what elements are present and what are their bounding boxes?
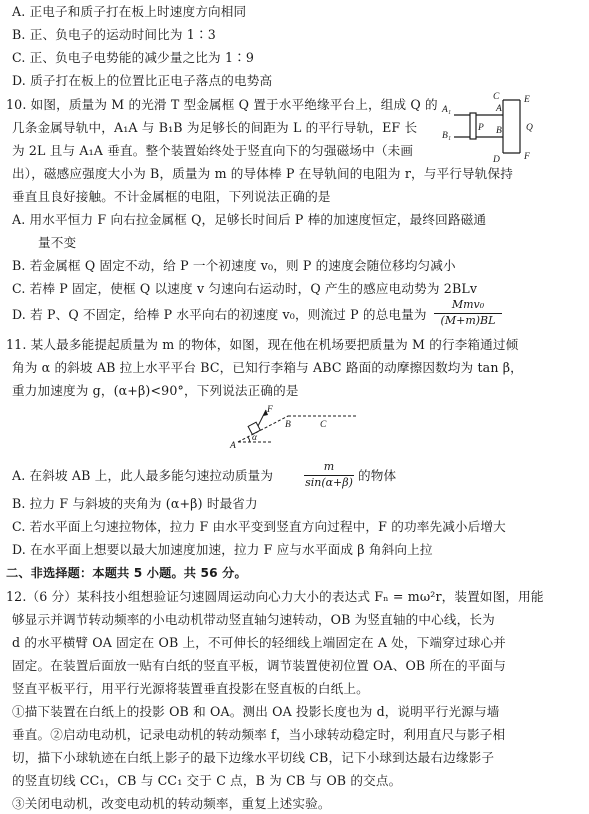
q11-force-f (258, 410, 266, 426)
q11-alpha-arc (248, 437, 250, 442)
q11-option-c: C. 若水平面上匀速拉物体，拉力 F 由水平变到竖直方向过程中，F 的功率先减小后增大 (12, 519, 506, 534)
q10-label-c: C (493, 92, 500, 102)
q12-line-8: 切，描下小球轨迹在白纸上影子的最下边缘水平切线 CB，记下小球到达最右边缘影子 (12, 750, 495, 765)
q10-stem-line-2: 几条金属导轨中，A₁A 与 B₁B 为足够长的间距为 L 的平行导轨，EF 长 (12, 120, 418, 135)
q10-label-p: P (478, 123, 484, 133)
q11-label-c: C (320, 420, 327, 430)
q11-a-fraction-num: m (323, 460, 335, 473)
q10-d-fraction-den: (M+m)BL (440, 314, 496, 327)
q10-t-frame-figure (440, 90, 560, 170)
q10-label-e: E (524, 95, 530, 105)
q11-label-f: F (267, 405, 273, 415)
q10-option-d: D. 若 P、Q 不固定，给棒 P 水平向右的初速度 v₀，则流过 P 的总电量为 (12, 307, 427, 322)
q9-option-d: D. 质子打在板上的位置比正电子落点的电势高 (12, 73, 273, 88)
q10-option-a: A. 用水平恒力 F 向右拉金属框 Q，足够长时间后 P 棒的加速度恒定，最终回路磁通 (12, 212, 487, 227)
q10-stem-line-5: 垂直且良好接触。不计金属框的电阻，下列说法正确的是 (12, 189, 331, 204)
q10-label-d: D (493, 155, 500, 165)
q9-option-a: A. 正电子和质子打在板上时速度方向相同 (12, 4, 247, 19)
q10-label-a1: A₁ (442, 105, 452, 115)
q11-stem-line-2: 角为 α 的斜坡 AB 拉上水平平台 BC，已知行李箱与 ABC 路面的动摩擦因数均为 tan β， (12, 360, 523, 375)
q11-label-b: B (285, 420, 291, 430)
q12-line-5: 竖直平板平行，用平行光源将装置垂直投影在竖直板的白纸上。 (12, 681, 369, 696)
q10-option-c: C. 若棒 P 固定，使框 Q 以速度 v 匀速向右运动时，Q 产生的感应电动势为 2BLv (12, 281, 478, 296)
q9-option-b: B. 正、负电子的运动时间比为 1∶3 (12, 27, 216, 42)
q10-stem-line-1: 10. 如图，质量为 M 的光滑 T 型金属框 Q 置于水平绝缘平台上，组成 Q 的 (6, 97, 438, 112)
q10-option-a-cont: 量不变 (38, 235, 77, 250)
q11-option-b: B. 拉力 F 与斜坡的夹角为 (α+β) 时最省力 (12, 496, 258, 511)
q11-option-d: D. 在水平面上想要以最大加速度加速，拉力 F 应与水平面成 β 角斜向上拉 (12, 542, 433, 557)
q10-label-b1: B₁ (442, 131, 452, 141)
q10-stem-line-4: 出），磁感应强度大小为 B，质量为 m 的导体棒 P 在导轨间的电阻为 r，与平行导轨保持 (12, 166, 513, 181)
q11-slope-ab (238, 416, 288, 442)
q10-label-b: B (496, 126, 502, 136)
q11-option-a-tail: 的物体 (358, 468, 397, 483)
q11-a-fraction-den: sin(α+β) (305, 476, 353, 489)
q12-line-4: 固定。在装置后面放一贴有白纸的竖直平板，调节装置使初位置 OA、OB 所在的平面与 (12, 658, 506, 673)
q12-line-9: 的竖直切线 CC₁，CB 与 CC₁ 交于 C 点，B 为 CB 与 OB 的交点。 (12, 773, 402, 788)
q10-stem-line-3: 为 2L 且与 A₁A 垂直。整个装置始终处于竖直向下的匀强磁场中（未画 (12, 143, 414, 158)
q10-option-b: B. 若金属框 Q 固定不动，给 P 一个初速度 v₀，则 P 的速度会随位移均匀减小 (12, 258, 456, 273)
q11-option-a: A. 在斜坡 AB 上，此人最多能匀速拉动质量为 (12, 468, 274, 483)
q12-line-10: ③关闭电动机，改变电动机的转动频率，重复上述实验。 (12, 796, 331, 811)
q10-label-f: F (524, 152, 530, 162)
q11-label-a: A (230, 441, 236, 450)
q10-d-fraction-num: Mmv₀ (451, 298, 485, 311)
q10-rod-p (470, 113, 476, 139)
q9-option-c: C. 正、负电子电势能的减少量之比为 1∶9 (12, 50, 255, 65)
section-heading-nonchoice: 二、非选择题：本题共 5 小题。共 56 分。 (6, 566, 247, 580)
q11-stem-line-3: 重力加速度为 g，(α+β)<90°，下列说法正确的是 (12, 383, 299, 398)
q12-line-2: 够显示并调节转动频率的小电动机带动竖直轴匀速转动，OB 为竖直轴的中心线，长为 (12, 612, 495, 627)
q11-slope-figure (228, 402, 378, 450)
q11-label-alpha: α (252, 433, 257, 443)
q12-line-7: 垂直。②启动电动机，记录电动机的转动频率 f，当小球转动稳定时，利用直尺与影子相 (12, 727, 506, 742)
q11-stem-line-1: 11. 某人最多能提起质量为 m 的物体，如图，现在他在机场要把质量为 M 的行李箱通过倾 (6, 337, 519, 352)
q12-line-6: ①描下装置在白纸上的投影 OB 和 OA。测出 OA 投影长度也为 d，说明平行光源与墙 (12, 704, 500, 719)
q10-label-q: Q (526, 123, 533, 133)
q12-line-3: d 的水平横臂 OA 固定在 OB 上，不可伸长的轻细线上端固定在 A 处，下端穿过球心并 (12, 635, 506, 650)
q10-label-a: A (496, 104, 502, 114)
q12-line-1: 12.（6 分）某科技小组想验证匀速圆周运动向心力大小的表达式 Fₙ = mω²r，装置如图，用能 (6, 589, 544, 604)
